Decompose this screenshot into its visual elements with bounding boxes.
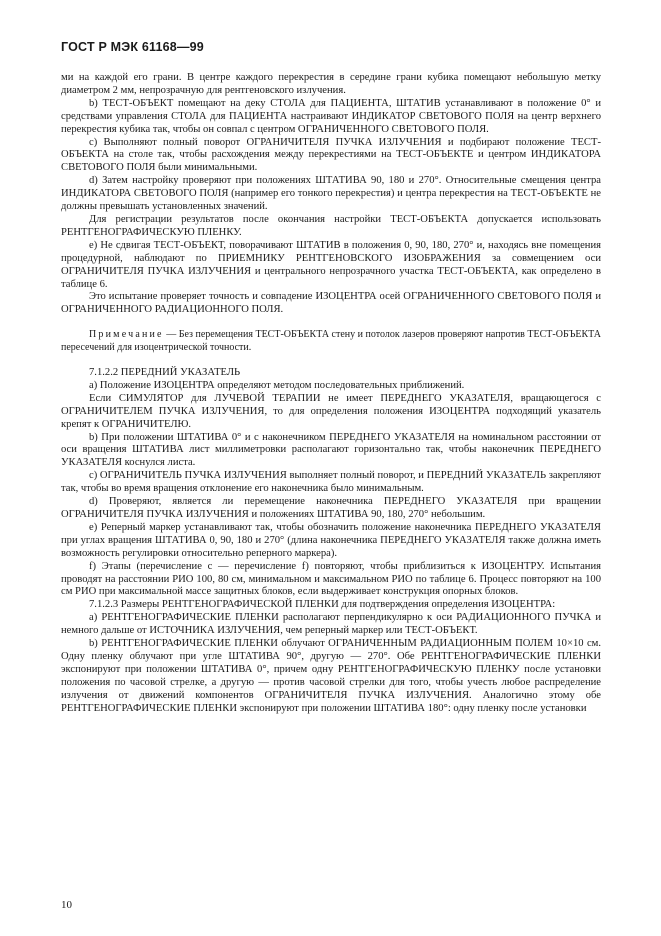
paragraph: ми на каждой его грани. В центре каждого перекрестия в середине грани кубика помещают небольшую метку диаметром 2 мм, непрозрачную для рентгеновского излучения.: [61, 72, 601, 96]
paragraph: Для регистрации результатов после окончания настройки ТЕСТ-ОБЪЕКТА допускается использовать РЕНТГЕНОГРАФИЧЕСКУЮ ПЛЕНКУ.: [61, 213, 601, 238]
paragraph: e) Реперный маркер устанавливают так, чтобы обозначить положение наконечника ПЕРЕДНЕГО УКАЗАТЕЛЯ при углах вращения ШТАТИВА 0, 90, 180 и 270° (длина наконечника ПЕРЕДНЕГО УКАЗАТЕЛЯ также должна иметь возможность регулировки относительно реперного маркера).: [61, 521, 601, 559]
note-text: — Без перемещения ТЕСТ-ОБЪЕКТА стену и потолок лазеров проверяют напротив ТЕСТ-ОБЪЕКТА пересечений для изоцентрической точности.: [61, 329, 601, 353]
paragraph: d) Проверяют, является ли перемещение наконечника ПЕРЕДНЕГО УКАЗАТЕЛЯ при вращении ОГРАНИЧИТЕЛЯ ПУЧКА ИЗЛУЧЕНИЯ и положениях ШТАТИВА 90, 180, 270° небольшим.: [61, 496, 601, 520]
note-label: Примечание: [89, 329, 164, 341]
paragraph: Это испытание проверяет точность и совпадение ИЗОЦЕНТРА осей ОГРАНИЧЕННОГО СВЕТОВОГО ПОЛЯ и ОГРАНИЧЕННОГО РАДИАЦИОННОГО ПОЛЯ.: [61, 291, 601, 316]
note: [61, 329, 601, 354]
paragraph: b) ТЕСТ-ОБЪЕКТ помещают на деку СТОЛА для ПАЦИЕНТА, ШТАТИВ устанавливают в положение 0° и средствами управления СТОЛА для ПАЦИЕНТА настраивают ИНДИКАТОР СВЕТОВОГО ПОЛЯ на центр верхнего перекрестия кубика так, чтобы он совпал с центром ОГРАНИЧЕННОГО СВЕТОВОГО ПОЛЯ.: [61, 97, 601, 135]
paragraph: f) Этапы (перечисление c — перечисление f) повторяют, чтобы приблизиться к ИЗОЦЕНТРУ. Испытания проводят на расстоянии РИО 100, 80 см, минимальном и максимальном РИО по таблице 6. Процесс повторяют на 100 см РИО при максимальной массе защитных блоков, если выдерживает конструкция опорных блоков.: [61, 560, 601, 598]
paragraph: c) Выполняют полный поворот ОГРАНИЧИТЕЛЯ ПУЧКА ИЗЛУЧЕНИЯ и подбирают положение ТЕСТ-ОБЪЕКТА на столе так, чтобы расхождения между перекрестиями на ТЕСТ-ОБЪЕКТЕ и центром ИНДИКАТОРА СВЕТОВОГО ПОЛЯ были минимальными.: [61, 136, 601, 174]
document-header: ГОСТ Р МЭК 61168—99: [61, 40, 204, 54]
paragraph: a) Положение ИЗОЦЕНТРА определяют методом последовательных приближений.: [89, 379, 465, 391]
paragraph: Если СИМУЛЯТОР для ЛУЧЕВОЙ ТЕРАПИИ не имеет ПЕРЕДНЕГО УКАЗАТЕЛЯ, вращающегося с ОГРАНИЧИТЕЛЕМ ПУЧКА ИЗЛУЧЕНИЯ, то для определения положения ИЗОЦЕНТРА подходящий указатель крепят к ОГРАНИЧИТЕЛЮ.: [61, 392, 601, 430]
page-number: 10: [61, 899, 72, 911]
section-heading: 7.1.2.3 Размеры РЕНТГЕНОГРАФИЧЕСКОЙ ПЛЕНКИ для подтверждения определения ИЗОЦЕНТРА:: [89, 599, 556, 611]
section-heading: 7.1.2.2 ПЕРЕДНИЙ УКАЗАТЕЛЬ: [89, 367, 241, 379]
document-body: [61, 72, 601, 716]
paragraph: e) Не сдвигая ТЕСТ-ОБЪЕКТ, поворачивают ШТАТИВ в положения 0, 90, 180, 270° и, находясь вне помещения процедурной, наблюдают по ПРИЕМНИКУ РЕНТГЕНОВСКОГО ИЗОБРАЖЕНИЯ за совмещением оси ОГРАНИЧИТЕЛЯ ПУЧКА ИЗЛУЧЕНИЯ и центрального непрозрачного участка ТЕСТ-ОБЪЕКТА, как определено в таблице 6.: [61, 239, 601, 290]
paragraph: c) ОГРАНИЧИТЕЛЬ ПУЧКА ИЗЛУЧЕНИЯ выполняет полный поворот, и ПЕРЕДНИЙ УКАЗАТЕЛЬ закрепляют так, чтобы во время вращения отклонение его наконечника было минимальным.: [61, 470, 601, 495]
paragraph: a) РЕНТГЕНОГРАФИЧЕСКИЕ ПЛЕНКИ располагают перпендикулярно к оси РАДИАЦИОННОГО ПУЧКА и немного дальше от ИСТОЧНИКА ИЗЛУЧЕНИЯ, чем реперный маркер или ТЕСТ-ОБЪЕКТ.: [61, 612, 601, 637]
paragraph: b) РЕНТГЕНОГРАФИЧЕСКИЕ ПЛЕНКИ облучают ОГРАНИЧЕННЫМ РАДИАЦИОННЫМ ПОЛЕМ 10×10 см. Одну пленку облучают при угле ШТАТИВА 90°, другую — 270°. Обе РЕНТГЕНОГРАФИЧЕСКИЕ ПЛЕНКИ экспонируют при положении ШТАТИВА 0°, причем одну РЕНТГЕНОГРАФИЧЕСКУЮ ПЛЕНКУ после установки положения по часовой стрелке, а другую — против часовой стрелки для того, чтобы учесть любое распределение излучения от движений компонентов ОГРАНИЧИТЕЛЯ ПУЧКА ИЗЛУЧЕНИЯ. Аналогично этому обе РЕНТГЕНОГРАФИЧЕСКИЕ ПЛЕНКИ экспонируют при положении ШТАТИВА 180°: одну пленку после установки: [61, 638, 601, 714]
paragraph: d) Затем настройку проверяют при положениях ШТАТИВА 90, 180 и 270°. Относительные смещения центра ИНДИКАТОРА СВЕТОВОГО ПОЛЯ (например его тонкого перекрестия) и центра перекрестия на ТЕСТ-ОБЪЕКТЕ не должны превышать установленных значений.: [61, 175, 601, 213]
paragraph: b) При положении ШТАТИВА 0° и с наконечником ПЕРЕДНЕГО УКАЗАТЕЛЯ на номинальном расстоянии от оси вращения ШТАТИВА лист миллиметровки располагают горизонтально так, чтобы наконечник ПЕРЕДНЕГО УКАЗАТЕЛЯ коснулся листа.: [61, 431, 601, 469]
